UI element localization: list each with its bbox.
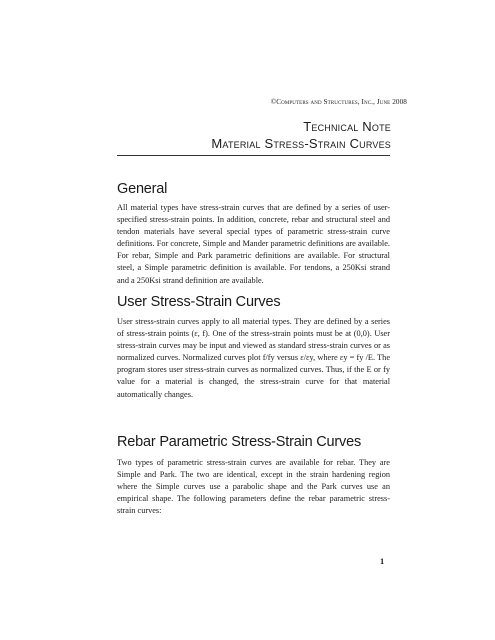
- section-heading-user-curves: User Stress-Strain Curves: [117, 294, 281, 310]
- document-title: [211, 118, 391, 152]
- page-number: 1: [380, 556, 385, 566]
- running-header: ©Computers and Structures, Inc., June 2008: [270, 98, 407, 106]
- title-line-2: Material Stress-Strain Curves: [211, 136, 391, 151]
- section-paragraph-general: All material types have stress-strain curves that are defined by a series of user-specified stress-strain points. In addition, concrete, rebar and structural steel and tendon materials have several special types of parametric stress-strain curve definitions. For concrete, Simple and Mander parametric definitions are available. For rebar, Simple and Park parametric definitions are available. For structural steel, a Simple parametric definition is available. For tendons, a 250Ksi strand and a 250Ksi strand definition are available.: [117, 203, 390, 285]
- title-divider: [117, 155, 390, 156]
- section-heading-general: General: [117, 181, 168, 197]
- section-heading-rebar-curves: Rebar Parametric Stress-Strain Curves: [117, 434, 362, 450]
- title-line-1: Technical Note: [303, 119, 391, 134]
- section-paragraph-rebar-curves: Two types of parametric stress-strain curves are available for rebar. They are Simple and Park. The two are identical, except in the strain hardening region where the Simple curves use a parabolic shape and the Park curves use an empirical shape. The following parameters define the rebar parametric stress-strain curves:: [117, 458, 390, 516]
- section-paragraph-user-curves: User stress-strain curves apply to all material types. They are defined by a series of stress-strain points (ε, f). One of the stress-strain points must be at (0,0). User stress-strain curves may be input and viewed as standard stress-strain curves or as normalized curves. Normalized curves plot f/fy versus ε/εy, where εy = fy /E. The program stores user stress-strain curves as normalized curves. Thus, if the E or fy value for a material is changed, the stress-strain curve for that material automatically changes.: [117, 317, 390, 399]
